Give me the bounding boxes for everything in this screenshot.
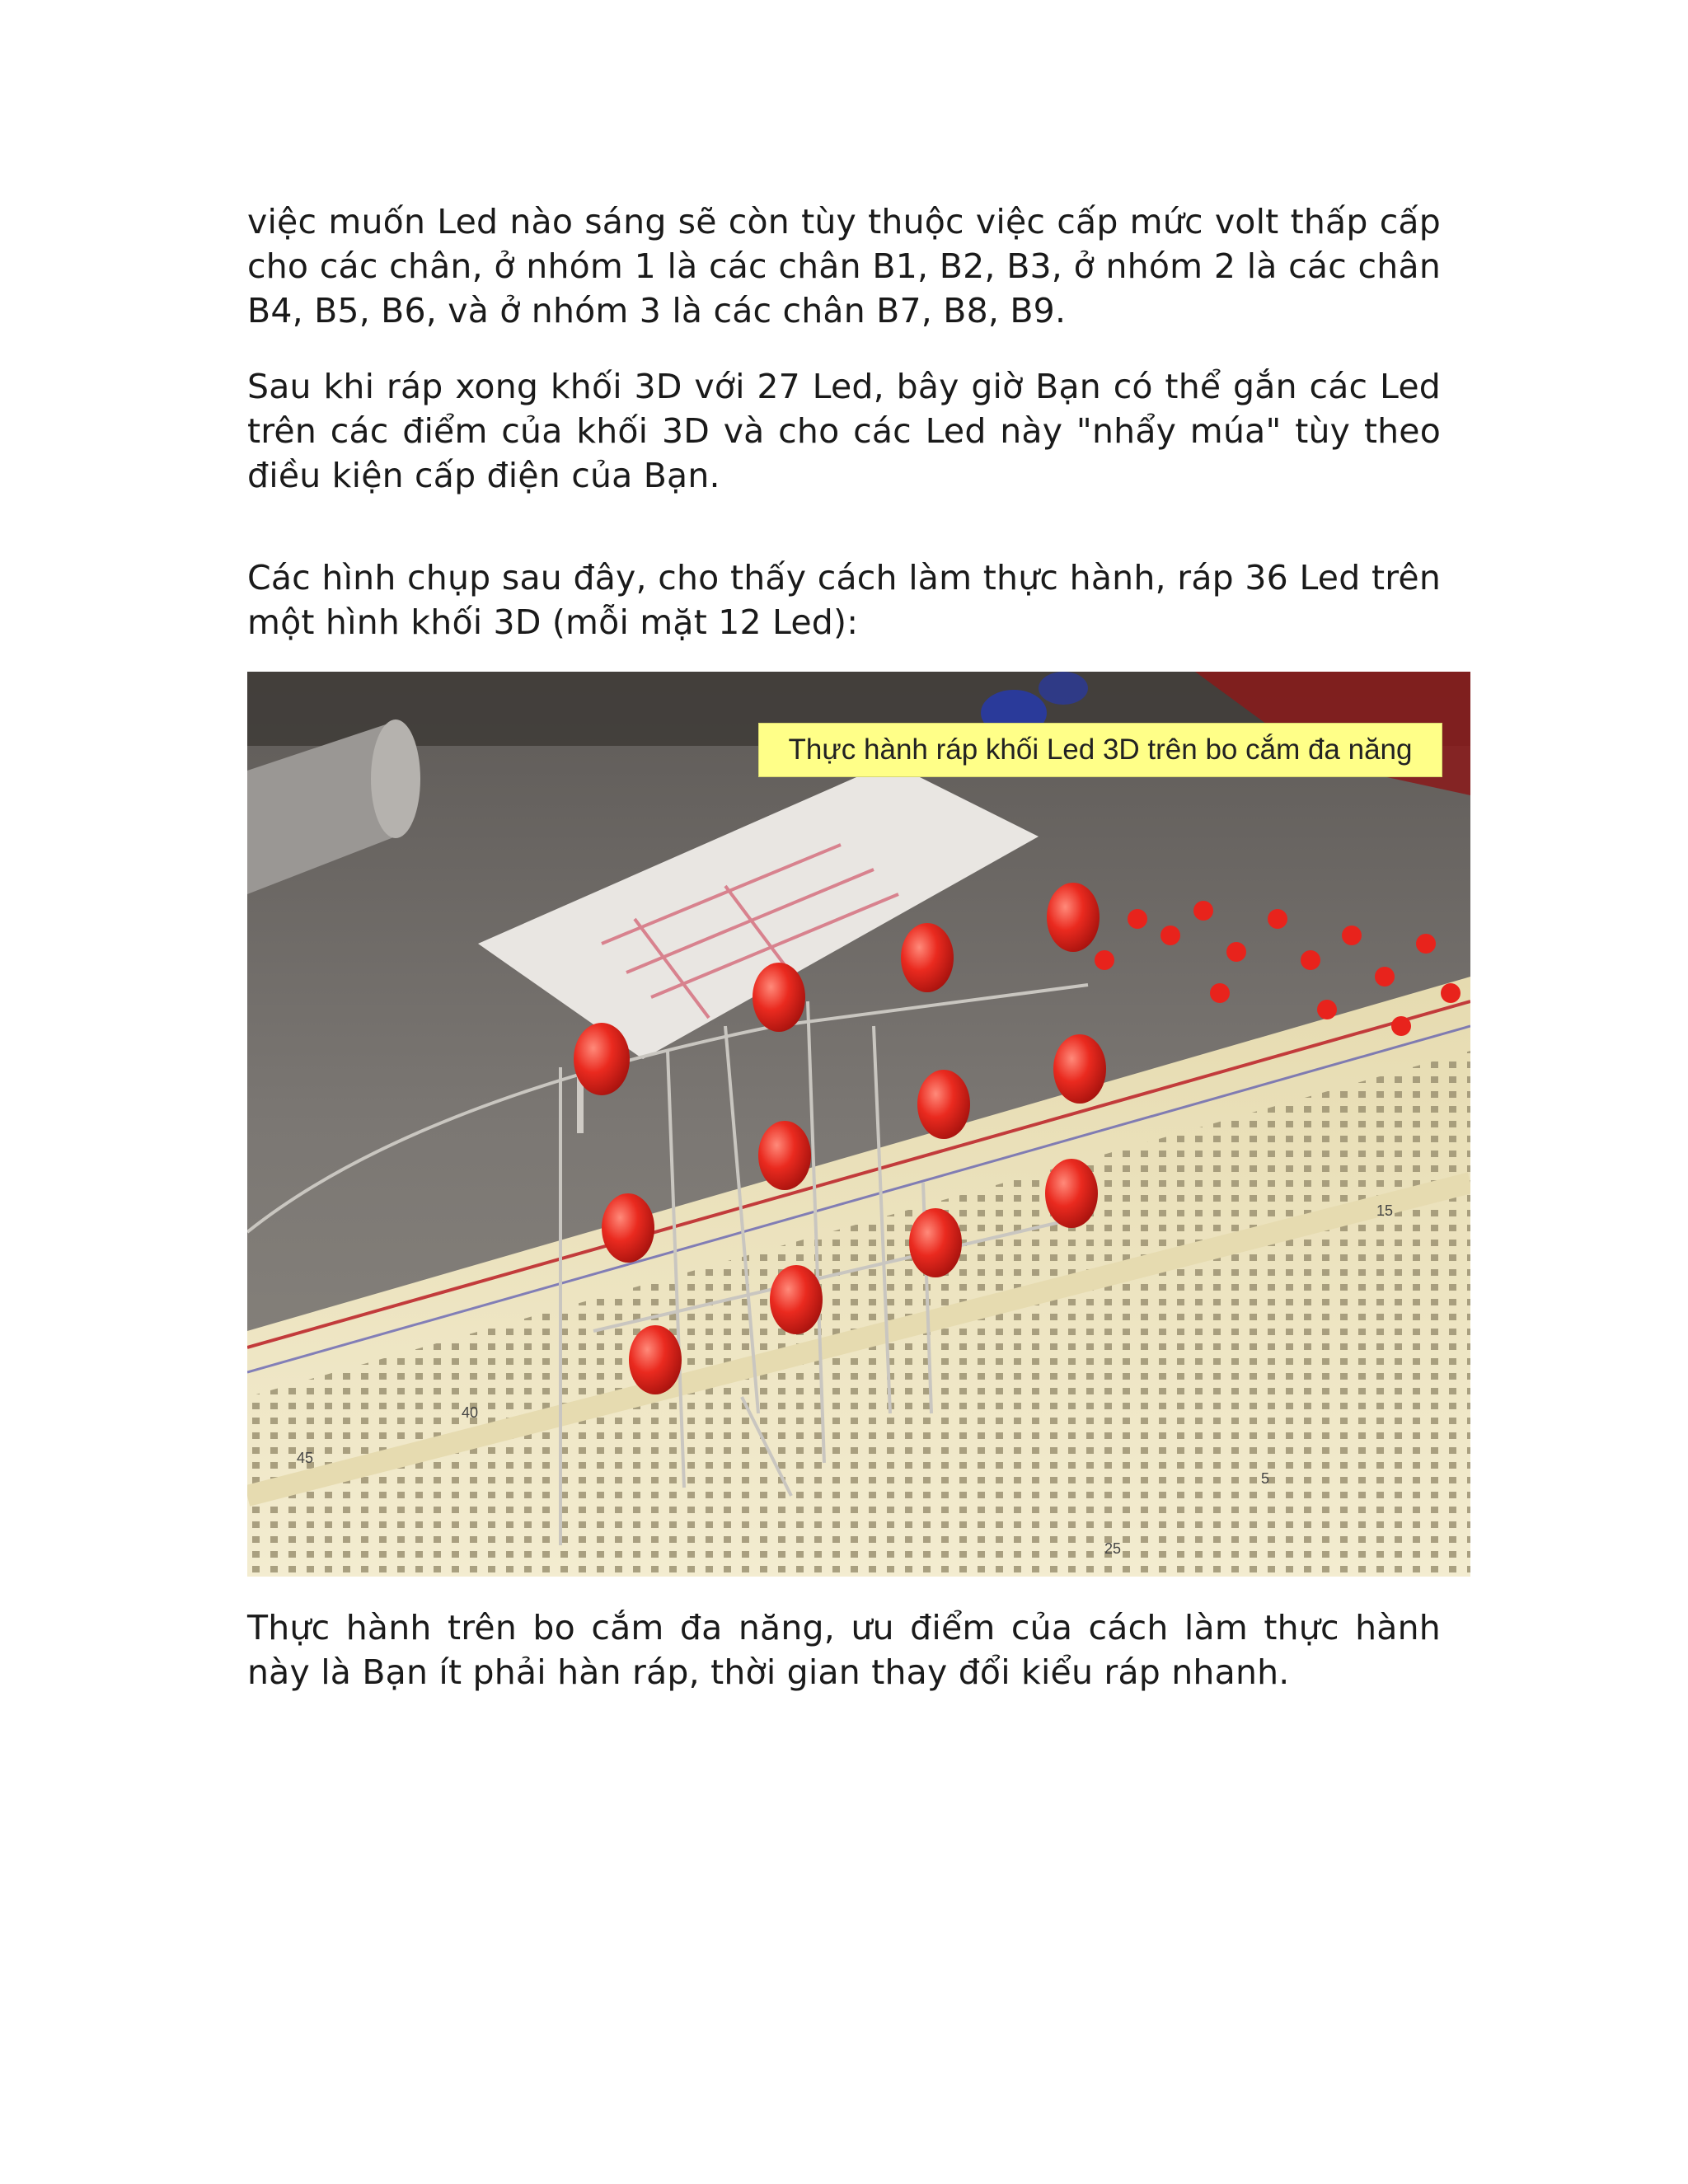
paragraph-27-led-cube: Sau khi ráp xong khối 3D với 27 Led, bây giờ Bạn có thể gắn các Led trên các điểm của khối 3D và cho các Led này "nhẩy múa" tùy theo điều kiện cấp điện của Bạn. [247, 367, 1441, 495]
breadboard-led-cube-photo [247, 672, 1470, 1577]
paragraph-breadboard-advantage: Thực hành trên bo cắm đa năng, ưu điểm của cách làm thực hành này là Bạn ít phải hàn ráp, thời gian thay đổi kiểu ráp nhanh. [247, 1608, 1441, 1692]
breadboard-number: 25 [1104, 1540, 1122, 1557]
breadboard-number: 40 [462, 1404, 479, 1421]
paragraph-photo-intro: Các hình chụp sau đây, cho thấy cách làm thực hành, ráp 36 Led trên một hình khối 3D (mỗi mặt 12 Led): [247, 558, 1441, 642]
breadboard-number: 5 [1261, 1470, 1270, 1487]
photo-overlay-caption: Thực hành ráp khối Led 3D trên bo cắm đa năng [758, 723, 1442, 777]
breadboard-number: 15 [1376, 1202, 1394, 1219]
paragraph-led-pins: việc muốn Led nào sáng sẽ còn tùy thuộc việc cấp mức volt thấp cấp cho các chân, ở nhóm 1 là các chân B1, B2, B3, ở nhóm 2 là các chân B4, B5, B6, và ở nhóm 3 là các chân B7, B8, B9. [247, 202, 1441, 330]
breadboard-number: 45 [297, 1450, 314, 1466]
photo-illustration [247, 672, 1470, 1577]
